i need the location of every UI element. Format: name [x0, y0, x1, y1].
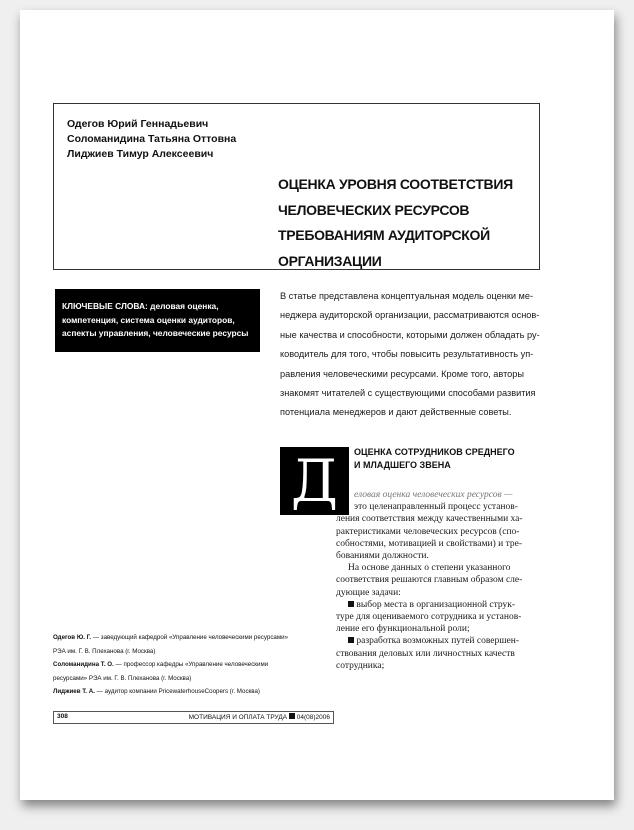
- body-line: ление его функциональной роли;: [336, 624, 470, 635]
- abstract-line: потенциала менеджеров и дают действенные советы.: [280, 407, 512, 418]
- title-line: ТРЕБОВАНИЯМ АУДИТОРСКОЙ: [278, 227, 490, 243]
- keywords-line: КЛЮЧЕВЫЕ СЛОВА: деловая оценка,: [62, 301, 219, 311]
- keywords-text: [62, 300, 257, 341]
- bio-line: [53, 631, 325, 645]
- drop-cap-letter: Д: [290, 447, 339, 515]
- body-line: ствования деловых или личностных качеств: [336, 648, 515, 659]
- body-line: сотрудника;: [336, 660, 385, 671]
- body-lead: еловая оценка человеческих ресурсов —: [354, 490, 513, 500]
- abstract-line: В статье представлена концептуальная модель оценки ме-: [280, 291, 534, 301]
- body-line: рактеристиками человеческих ресурсов (спо-: [336, 526, 520, 537]
- keywords-line: компетенция, система оценки аудиторов,: [62, 314, 235, 325]
- bio-text: — профессор кафедры «Управление человеческими: [113, 661, 269, 668]
- abstract-line: равления человеческими ресурсами. Кроме того, авторы: [280, 368, 524, 379]
- bullet-text: разработка возможных путей совершен-: [356, 636, 520, 647]
- abstract-line: ководитель для того, чтобы повысить результативность уп-: [280, 349, 534, 360]
- title-line: ОЦЕНКА УРОВНЯ СООТВЕТСТВИЯ: [278, 176, 513, 192]
- authors-block: [67, 117, 236, 162]
- page-number: 308: [57, 713, 68, 720]
- keywords-box: [55, 289, 260, 352]
- author-name: Лиджиев Тимур Алексеевич: [67, 148, 214, 160]
- body-line: это целенаправленный процесс установ-: [354, 502, 518, 513]
- bullet-square-icon: [348, 637, 354, 643]
- body-text: [336, 489, 554, 672]
- journal-info: [189, 713, 330, 721]
- issue-number: 04(08)2006: [296, 714, 330, 721]
- abstract-line: ные качества и способности, которыми должен обладать ру-: [280, 329, 540, 340]
- abstract: [280, 287, 542, 423]
- bullet-item: [336, 599, 554, 611]
- bullet-item: [336, 635, 554, 647]
- body-line: На основе данных о степени указанного: [348, 563, 511, 574]
- body-line: дующие задачи:: [336, 587, 401, 598]
- bullet-square-icon: [348, 601, 354, 607]
- bio-name: Соломанидина Т. О.: [53, 661, 114, 668]
- bio-text: — аудитор компании PricewaterhouseCoopers (г. Москва): [96, 688, 260, 695]
- body-line: бованиями должности.: [336, 551, 429, 562]
- body-line: собностями, мотивацией и свойствами) и тре-: [336, 538, 522, 549]
- article-title: [278, 172, 533, 274]
- body-line: туре для оцениваемого сотрудника и установ-: [336, 612, 522, 623]
- separator-square-icon: [289, 713, 295, 719]
- author-name: Соломанидина Татьяна Оттовна: [67, 133, 237, 145]
- journal-name: МОТИВАЦИЯ И ОПЛАТА ТРУДА: [188, 714, 288, 721]
- bio-text: — заведующий кафедрой «Управление человеческими ресурсами»: [91, 634, 289, 641]
- page-footer: [53, 711, 334, 724]
- bio-name: Одегов Ю. Г.: [53, 634, 92, 641]
- abstract-line: знакомят читателей с существующими способами развития: [280, 388, 536, 399]
- title-line: ОРГАНИЗАЦИИ: [278, 252, 382, 269]
- author-name: Одегов Юрий Геннадьевич: [67, 118, 209, 130]
- bio-name: Лиджиев Т. А.: [53, 688, 95, 695]
- body-line: соответствия решаются главным образом сле-: [336, 575, 523, 586]
- section-title-line: И МЛАДШЕГО ЗВЕНА: [354, 459, 451, 470]
- bullet-text: выбор места в организационной струк-: [356, 599, 516, 610]
- abstract-line: неджера аудиторской организации, рассматриваются основ-: [280, 310, 540, 321]
- bio-line: [53, 658, 325, 672]
- section-title-line: ОЦЕНКА СОТРУДНИКОВ СРЕДНЕГО: [354, 447, 515, 457]
- bio-line: [53, 685, 325, 699]
- author-bios: [53, 631, 325, 699]
- bio-line: РЭА им. Г. В. Плеханова (г. Москва): [53, 647, 156, 655]
- body-line: ления соответствия между качественными ха-: [336, 514, 523, 525]
- title-line: ЧЕЛОВЕЧЕСКИХ РЕСУРСОВ: [278, 201, 470, 218]
- bio-line: ресурсами» РЭА им. Г. В. Плеханова (г. Москва): [53, 674, 192, 682]
- section-title: [354, 446, 515, 471]
- keywords-line: аспекты управления, человеческие ресурсы: [62, 328, 249, 339]
